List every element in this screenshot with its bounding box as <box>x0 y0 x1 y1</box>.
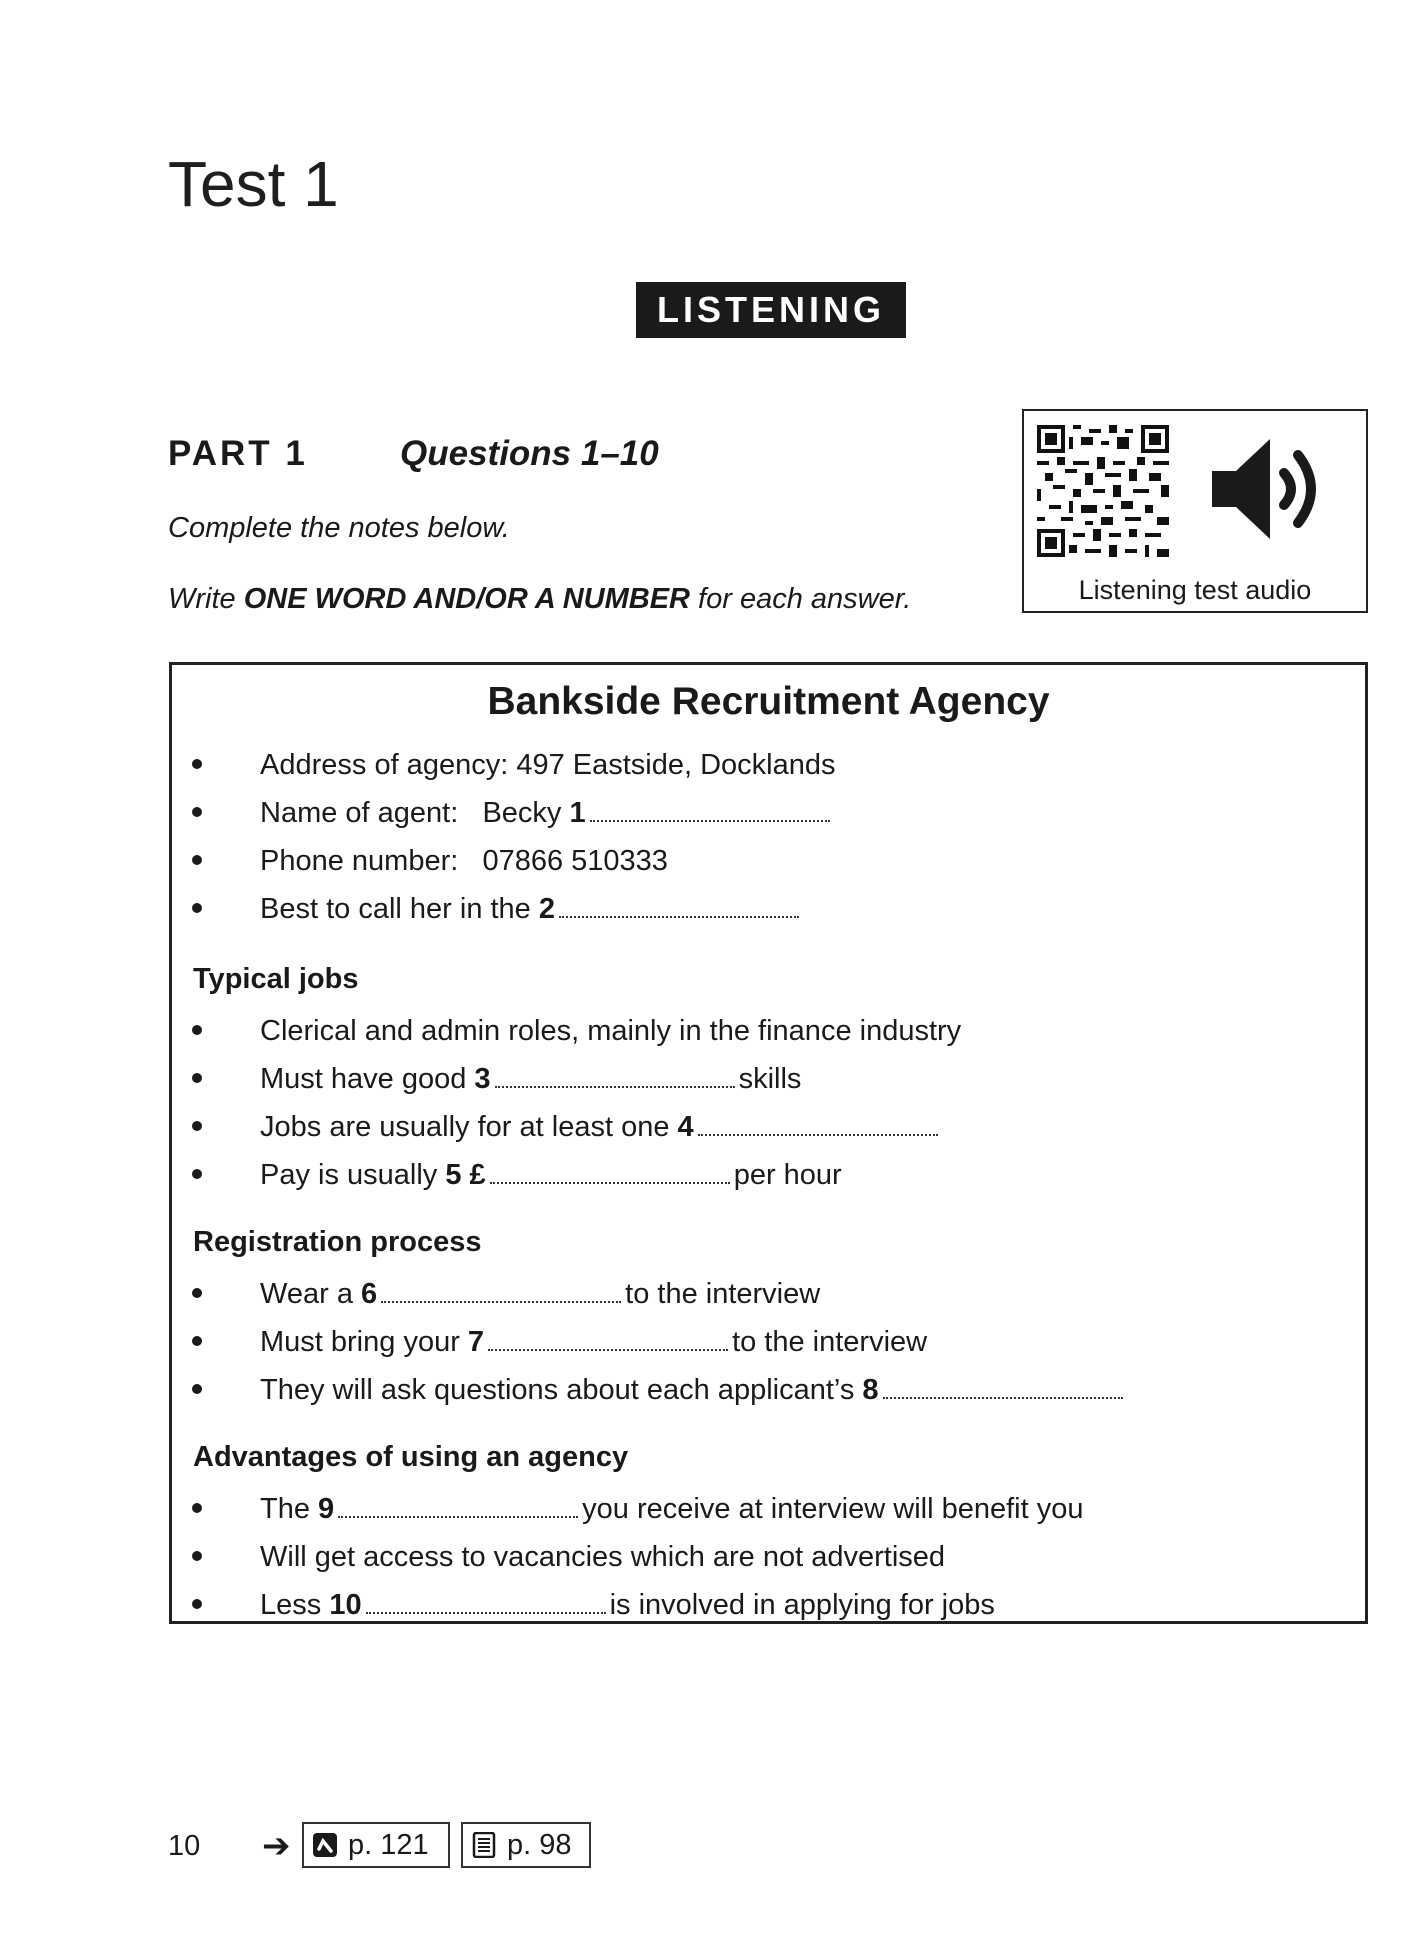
bullet-icon <box>192 1503 202 1513</box>
note-text-after-blank: is involved in applying for jobs <box>609 1589 995 1621</box>
answer-blank[interactable] <box>590 819 830 822</box>
question-number: 3 <box>474 1063 491 1095</box>
question-number: 6 <box>361 1278 378 1310</box>
questions-range: Questions 1–10 <box>400 434 659 473</box>
transcript-icon <box>471 1832 497 1858</box>
audio-caption: Listening test audio <box>1078 575 1312 605</box>
bullet-icon <box>192 759 202 769</box>
note-text: Pay is usually <box>260 1159 446 1191</box>
section-heading: Typical jobs <box>193 963 359 995</box>
note-item <box>192 1537 945 1577</box>
bullet-icon <box>192 1169 202 1179</box>
note-item <box>192 1585 995 1625</box>
bullet-icon <box>192 1336 202 1346</box>
bullet-icon <box>192 1121 202 1131</box>
question-number: 7 <box>467 1326 485 1358</box>
note-text-after-blank: skills <box>738 1063 802 1095</box>
note-text: The <box>260 1493 319 1525</box>
page-number: 10 <box>168 1830 201 1862</box>
answer-blank[interactable] <box>381 1300 621 1303</box>
answer-blank[interactable] <box>559 915 799 918</box>
question-number: 5 £ <box>445 1159 486 1191</box>
answer-blank[interactable] <box>490 1181 730 1184</box>
question-number: 9 <box>318 1493 335 1525</box>
answer-blank[interactable] <box>883 1396 1123 1399</box>
bullet-icon <box>192 1025 202 1035</box>
note-item <box>192 841 668 881</box>
bullet-icon <box>192 1288 202 1298</box>
page-title: Test 1 <box>168 148 339 220</box>
notes-title: Bankside Recruitment Agency <box>487 680 1050 723</box>
question-number: 4 <box>677 1111 694 1143</box>
note-text: Wear a <box>260 1278 362 1310</box>
note-item <box>192 1107 942 1147</box>
note-text: Address of agency: 497 Eastside, Docklands <box>260 749 836 781</box>
answer-blank[interactable] <box>698 1133 938 1136</box>
note-item <box>192 1322 927 1362</box>
instruction-complete-notes: Complete the notes below. <box>168 512 510 544</box>
transcript-reference[interactable] <box>461 1822 591 1868</box>
bullet-icon <box>192 1599 202 1609</box>
note-item <box>192 889 803 929</box>
bullet-icon <box>192 1384 202 1394</box>
instruction-word-limit: Write ONE WORD AND/OR A NUMBER for each answer. <box>168 583 912 615</box>
section-banner: LISTENING <box>636 282 906 338</box>
note-text: Name of agent: Becky <box>260 797 570 829</box>
note-text: Will get access to vacancies which are not advertised <box>260 1541 946 1573</box>
bullet-icon <box>192 807 202 817</box>
question-number: 10 <box>329 1589 362 1621</box>
answer-blank[interactable] <box>488 1348 728 1351</box>
note-text: They will ask questions about each applicant’s <box>260 1374 863 1406</box>
note-text: Best to call her in the <box>260 893 539 925</box>
section-heading: Registration process <box>193 1226 482 1258</box>
note-text: Must have good <box>260 1063 475 1095</box>
speaker-icon[interactable] <box>1208 433 1326 545</box>
answer-key-page: p. 121 <box>348 1828 429 1861</box>
note-item <box>192 1274 820 1314</box>
answer-key-icon <box>312 1832 338 1858</box>
note-item <box>192 793 834 833</box>
note-text: Less <box>260 1589 330 1621</box>
part-label: PART 1 <box>168 434 308 473</box>
answer-blank[interactable] <box>338 1515 578 1518</box>
note-item <box>192 1155 842 1195</box>
note-text: Must bring your <box>260 1326 468 1358</box>
note-item <box>192 1370 1127 1410</box>
note-text-after-blank: to the interview <box>732 1326 928 1358</box>
qr-code-icon[interactable] <box>1037 425 1169 557</box>
answer-blank[interactable] <box>495 1085 735 1088</box>
note-item <box>192 1489 1083 1529</box>
note-text: Phone number: 07866 510333 <box>260 845 668 877</box>
transcript-page: p. 98 <box>507 1828 572 1861</box>
bullet-icon <box>192 1551 202 1561</box>
question-number: 2 <box>538 893 556 925</box>
note-text-after-blank: to the interview <box>625 1278 821 1310</box>
note-item <box>192 1059 801 1099</box>
section-heading: Advantages of using an agency <box>193 1441 629 1473</box>
note-text: Jobs are usually for at least one <box>260 1111 678 1143</box>
note-item <box>192 745 836 785</box>
answer-blank[interactable] <box>366 1611 606 1614</box>
note-item <box>192 1011 961 1051</box>
bullet-icon <box>192 903 202 913</box>
bullet-icon <box>192 855 202 865</box>
note-text: Clerical and admin roles, mainly in the finance industry <box>260 1015 962 1047</box>
question-number: 8 <box>862 1374 879 1406</box>
answer-key-reference[interactable] <box>302 1822 450 1868</box>
note-text-after-blank: per hour <box>733 1159 842 1191</box>
arrow-right-icon: ➔ <box>262 1827 291 1865</box>
question-number: 1 <box>569 797 586 829</box>
note-text-after-blank: you receive at interview will benefit you <box>582 1493 1084 1525</box>
bullet-icon <box>192 1073 202 1083</box>
